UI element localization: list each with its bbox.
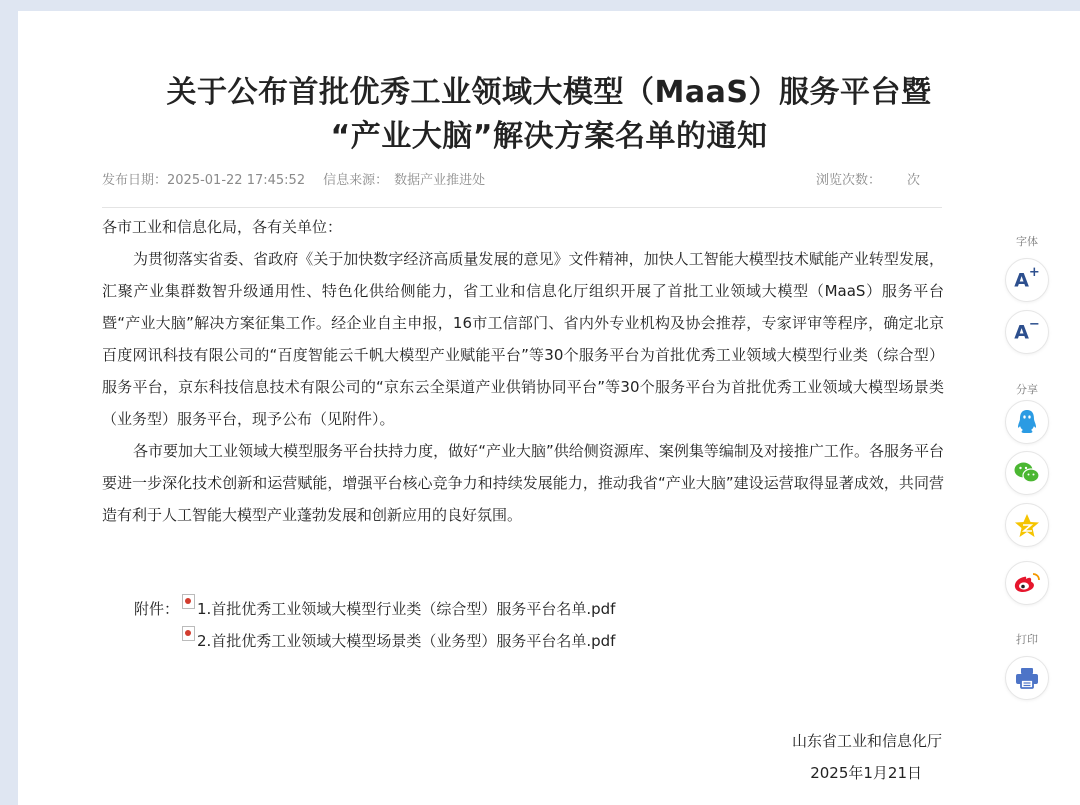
font-increase-button[interactable] <box>1005 258 1049 302</box>
font-label: 字体 <box>1016 235 1038 248</box>
paragraph-1: 为贯彻落实省委、省政府《关于加快数字经济高质量发展的意见》文件精神，加快人工智能大模型技术赋能产业转型发展，汇聚产业集群数智升级通用性、特色化供给侧能力，省工业和信息化厅组织开展了首批工业领域大模型（MaaS）服务平台暨“产业大脑”解决方案征集工作。经企业自主申报，16市工信部门、省内外专业机构及协会推荐，专家评审等程序，确定北京百度网讯科技有限公司的“百度智能云千帆大模型产业赋能平台”等30个服务平台为首批优秀工业领域大模型行业类（综合型）服务平台，京东科技信息技术有限公司的“京东云全渠道产业供销协同平台”等30个服务平台为首批优秀工业领域大模型场景类（业务型）服务平台，现予公布（见附件）。 <box>102 250 944 428</box>
pdf-icon <box>182 626 195 641</box>
font-decrease-icon: A− <box>1014 317 1040 344</box>
page-title-line2: “产业大脑”解决方案名单的通知 <box>330 119 768 154</box>
page-title-line1: 关于公布首批优秀工业领域大模型（MaaS）服务平台暨 <box>166 75 932 110</box>
qzone-icon <box>1014 513 1040 538</box>
source-label: 信息来源： <box>323 173 389 188</box>
share-weibo-button[interactable] <box>1005 561 1049 605</box>
publish-date: 2025-01-22 17:45:52 <box>167 173 306 188</box>
weibo-icon <box>1013 571 1041 595</box>
share-wechat-button[interactable] <box>1005 451 1049 495</box>
source-value: 数据产业推进处 <box>394 173 486 188</box>
share-qzone-button[interactable] <box>1005 503 1049 547</box>
attachments <box>134 593 615 657</box>
wechat-icon <box>1013 461 1041 485</box>
share-qq-button[interactable] <box>1005 400 1049 444</box>
attachment-link-2[interactable]: 2.首批优秀工业领域大模型场景类（业务型）服务平台名单.pdf <box>197 632 616 650</box>
attachment-row <box>134 625 615 657</box>
publish-date-label: 发布日期： <box>102 173 168 188</box>
salutation: 各市工业和信息化局，各有关单位： <box>102 218 343 236</box>
signature-org: 山东省工业和信息化厅 <box>791 732 942 750</box>
article-page <box>18 11 1080 805</box>
printer-icon <box>1014 666 1040 690</box>
views-label: 浏览次数： <box>816 173 882 188</box>
attachment-row <box>134 593 615 625</box>
attachments-label: 附件： <box>134 600 180 618</box>
pdf-icon <box>182 594 195 609</box>
views-unit: 次 <box>907 173 921 188</box>
divider <box>102 207 942 208</box>
print-label: 打印 <box>1016 633 1038 646</box>
font-decrease-button[interactable] <box>1005 310 1049 354</box>
paragraph-2: 各市要加大工业领域大模型服务平台扶持力度，做好“产业大脑”供给侧资源库、案例集等编制及对接推广工作。各服务平台要进一步深化技术创新和运营赋能，增强平台核心竞争力和持续发展能力，推动我省“产业大脑”建设运营取得显著成效，共同营造有利于人工智能大模型产业蓬勃发展和创新应用的良好氛围。 <box>102 442 944 524</box>
signature-block <box>792 725 942 789</box>
view-count <box>816 169 920 188</box>
meta-info <box>102 169 485 188</box>
share-label: 分享 <box>1016 383 1038 396</box>
attachment-link-1[interactable]: 1.首批优秀工业领域大模型行业类（综合型）服务平台名单.pdf <box>197 600 616 618</box>
qq-icon <box>1015 409 1039 435</box>
article-body <box>102 211 944 531</box>
signature-date: 2025年1月21日 <box>810 764 922 782</box>
font-increase-icon: A+ <box>1014 265 1040 292</box>
print-button[interactable] <box>1005 656 1049 700</box>
